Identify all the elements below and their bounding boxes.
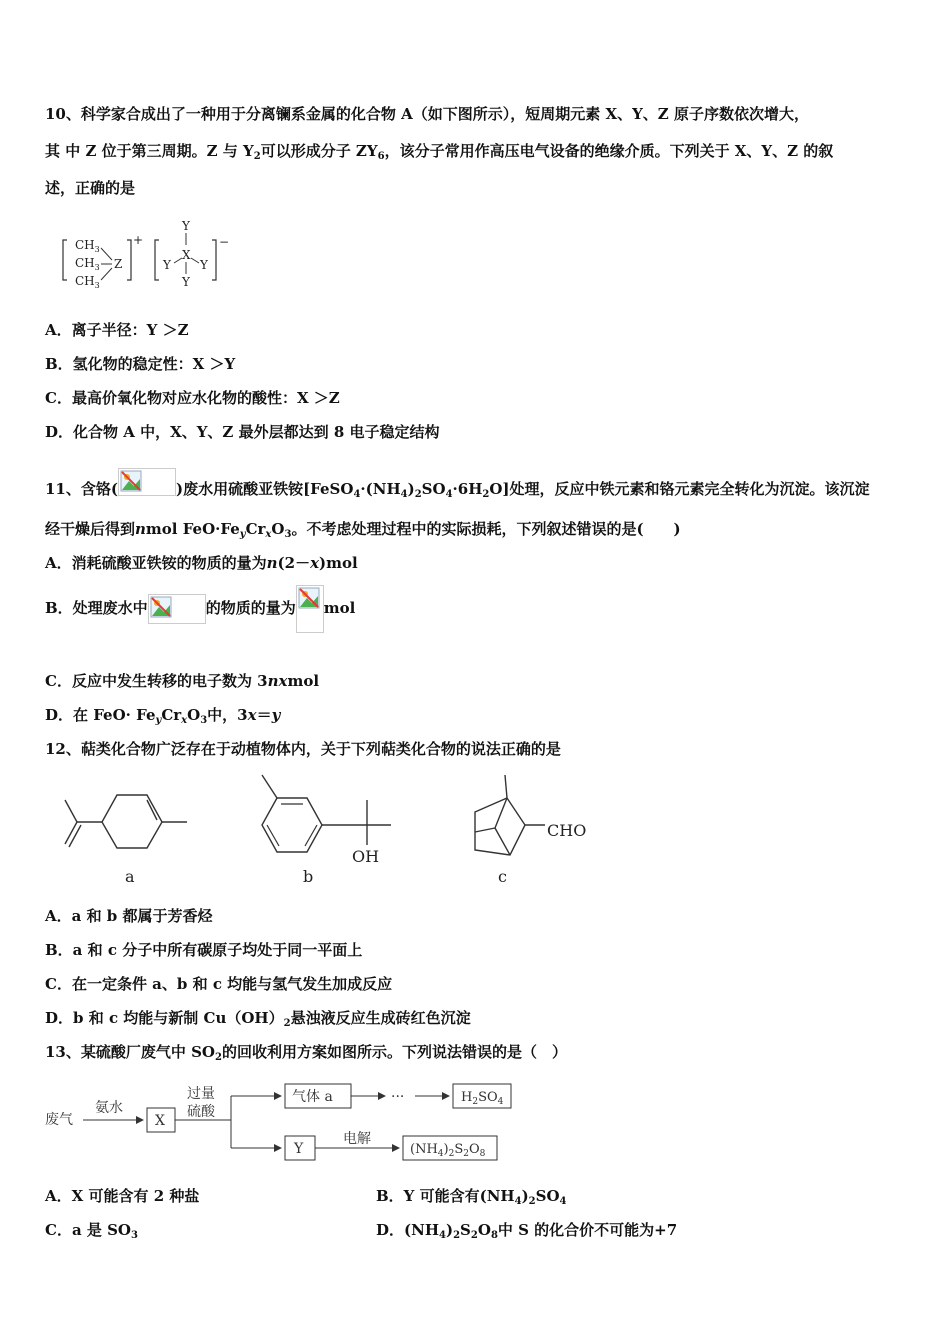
q11-var: y — [271, 706, 281, 724]
q11-var: n — [135, 520, 146, 538]
q10-line3: 述，正确的是 — [45, 179, 136, 197]
q11-text: ·6H — [452, 480, 483, 498]
q13-flow-diagram — [45, 1078, 525, 1168]
q13-text: ) — [445, 1221, 454, 1239]
ch3-label: $CH_3$ — [75, 274, 100, 290]
plus-charge: + — [133, 233, 144, 247]
q13-text: ) — [521, 1187, 529, 1205]
q13-sub: 8 — [490, 1230, 498, 1241]
label-b: b — [303, 867, 314, 886]
q13-sub: 2 — [215, 1052, 222, 1063]
q11-option-d — [45, 704, 280, 725]
ch3-label: $CH_3$ — [75, 238, 100, 254]
q10-sub: 2 — [253, 151, 261, 162]
q13-sub: 2 — [528, 1196, 536, 1207]
q11-var: x — [310, 554, 320, 572]
q11-sub: 2 — [482, 489, 490, 500]
h2so4-label: $H_2SO_4$ — [461, 1090, 504, 1107]
waste-gas-label: 废气 — [45, 1112, 73, 1128]
ammonia-label: 氨水 — [95, 1100, 123, 1116]
x-atom: X — [182, 248, 191, 262]
q12-option-a: A．a 和 b 都属于芳香烃 — [45, 907, 213, 925]
q11-text: mol — [287, 672, 320, 690]
q10-compound-figure — [55, 218, 240, 293]
q13-text: SO — [535, 1187, 560, 1205]
q13-sub: 4 — [439, 1230, 446, 1241]
minus-charge: − — [219, 235, 230, 249]
q13-text: C．a 是 SO — [45, 1221, 132, 1239]
q11-var: y — [155, 715, 162, 726]
q13-option-b — [376, 1185, 567, 1206]
q11-text: Cr — [245, 520, 266, 538]
q12-line1: 12、萜类化合物广泛存在于动植物体内，关于下列萜类化合物的说法正确的是 — [45, 740, 561, 758]
y-label: Y — [294, 1141, 304, 1157]
y-atom: Y — [163, 258, 171, 272]
q13-sub: 3 — [131, 1230, 138, 1241]
q11-sub: 3 — [284, 529, 292, 540]
ch3-label: $CH_3$ — [75, 256, 100, 272]
q12-terpene-structures — [55, 770, 615, 890]
q13-option-a: A．X 可能含有 2 种盐 — [45, 1187, 200, 1205]
q10-line2 — [45, 140, 833, 161]
q13-text: 的回收利用方案如图所示。下列说法错误的是（ ） — [221, 1043, 567, 1061]
q10-option-b: B．氢化物的稳定性：X ＞Y — [45, 355, 236, 373]
q11-text: 。不考虑处理过程中的实际损耗，下列叙述错误的是( ) — [291, 520, 681, 538]
q10-option-a: A．离子半径：Y ＞Z — [45, 321, 189, 339]
q11-text: O]处理，反应中铁元素和铬元素完全转化为沉淀。该沉淀 — [489, 480, 870, 498]
q13-option-d — [376, 1219, 677, 1240]
q13-text: 中 S 的化合价不可能为+7 — [497, 1221, 678, 1239]
q13-sub: 2 — [453, 1230, 461, 1241]
broken-image-icon — [118, 468, 176, 496]
q10-option-c: C．最高价氧化物对应水化物的酸性：X ＞Z — [45, 389, 340, 407]
excess-label: 过量 — [187, 1086, 215, 1102]
q11-sub: 3 — [200, 715, 208, 726]
q13-line1 — [45, 1041, 567, 1062]
ellipsis-label: ··· — [391, 1089, 405, 1105]
q13-text: O — [477, 1221, 491, 1239]
q10-text: 可以形成分子 ZY — [260, 142, 378, 160]
y-atom: Y — [200, 258, 208, 272]
q12-text: D．b 和 c 均能与新制 Cu（OH） — [45, 1009, 284, 1027]
q10-line1: 10、科学家合成出了一种用于分离镧系金属的化合物 A（如下图所示），短周期元素 X、Y、Z 原子序数依次增大， — [45, 105, 809, 123]
q12-option-b: B．a 和 c 分子中所有碳原子均处于同一平面上 — [45, 941, 363, 959]
broken-image-icon — [148, 594, 206, 624]
q13-sub: 2 — [470, 1230, 478, 1241]
q11-text: O — [271, 520, 285, 538]
q10-sub: 6 — [377, 151, 385, 162]
q13-text: 13、某硫酸厂废气中 SO — [45, 1043, 215, 1061]
q11-text: 经干燥后得到 — [45, 520, 136, 538]
q11-text: )mol — [319, 554, 358, 572]
q12-sub: 2 — [283, 1018, 291, 1029]
q11-var: x — [265, 529, 272, 540]
q11-text: A．消耗硫酸亚铁铵的物质的量为 — [45, 554, 267, 572]
electrolysis-label: 电解 — [343, 1131, 371, 1147]
q11-var: x — [247, 706, 257, 724]
q11-text: SO — [421, 480, 446, 498]
q11-line1 — [45, 468, 870, 499]
q11-text: 中，3 — [207, 706, 248, 724]
q11-text: (2－ — [277, 554, 311, 572]
q10-text: ，该分子常用作高压电气设备的绝缘介质。下列关于 X、Y、Z 的叙 — [384, 142, 834, 160]
q11-sub: 4 — [445, 489, 453, 500]
oh-group: OH — [352, 847, 380, 866]
q11-var: x — [181, 715, 188, 726]
label-a: a — [125, 867, 135, 886]
persulfate-label: $(NH_4)_2S_2O_8$ — [410, 1142, 486, 1159]
q11-text: mol FeO·Fe — [145, 520, 240, 538]
y-atom: Y — [182, 219, 190, 233]
q11-var: y — [239, 529, 246, 540]
q11-text: B．处理废水中 — [45, 599, 148, 617]
q11-text: C．反应中发生转移的电子数为 3 — [45, 672, 268, 690]
q12-text: 悬浊液反应生成砖红色沉淀 — [290, 1009, 471, 1027]
q11-sub: 2 — [414, 489, 422, 500]
q13-text: D．(NH — [376, 1221, 439, 1239]
q13-sub: 4 — [559, 1196, 567, 1207]
q11-text: Cr — [161, 706, 182, 724]
q11-var: n — [266, 554, 278, 572]
x-label: X — [155, 1113, 165, 1129]
cho-group: CHO — [547, 821, 587, 840]
q11-text: ) — [407, 480, 415, 498]
sulfuric-label: 硫酸 — [187, 1104, 215, 1120]
q11-text: )废水用硫酸亚铁铵[FeSO — [175, 480, 354, 498]
q11-text: O — [187, 706, 201, 724]
q12-option-c: C．在一定条件 a、b 和 c 均能与氢气发生加成反应 — [45, 975, 393, 993]
label-c: c — [498, 867, 507, 886]
q11-option-a — [45, 552, 358, 573]
broken-image-icon — [296, 585, 324, 633]
q11-text: mol — [323, 599, 356, 617]
q11-line2 — [45, 518, 681, 539]
q13-option-c — [45, 1219, 138, 1240]
q11-text: 11、含铬( — [45, 480, 118, 498]
z-atom: Z — [114, 257, 123, 271]
q13-text: S — [460, 1221, 471, 1239]
q11-text: ·(NH — [360, 480, 401, 498]
q10-text: 其 中 Z 位于第三周期。Z 与 Y — [45, 142, 254, 160]
q12-option-d — [45, 1007, 471, 1028]
q10-option-d: D．化合物 A 中，X、Y、Z 最外层都达到 8 电子稳定结构 — [45, 423, 440, 441]
gas-a-label: 气体 a — [292, 1089, 333, 1105]
q11-text: D．在 FeO· Fe — [45, 706, 156, 724]
q13-text: B．Y 可能含有(NH — [376, 1187, 515, 1205]
q11-option-b — [45, 584, 355, 632]
y-atom: Y — [182, 275, 190, 289]
q11-option-c — [45, 670, 319, 691]
q11-sub: 4 — [400, 489, 408, 500]
q11-text: 的物质的量为 — [205, 599, 296, 617]
q11-text: ＝ — [256, 706, 272, 724]
q13-sub: 4 — [514, 1196, 522, 1207]
q11-sub: 4 — [353, 489, 361, 500]
q11-var: nx — [267, 672, 288, 690]
